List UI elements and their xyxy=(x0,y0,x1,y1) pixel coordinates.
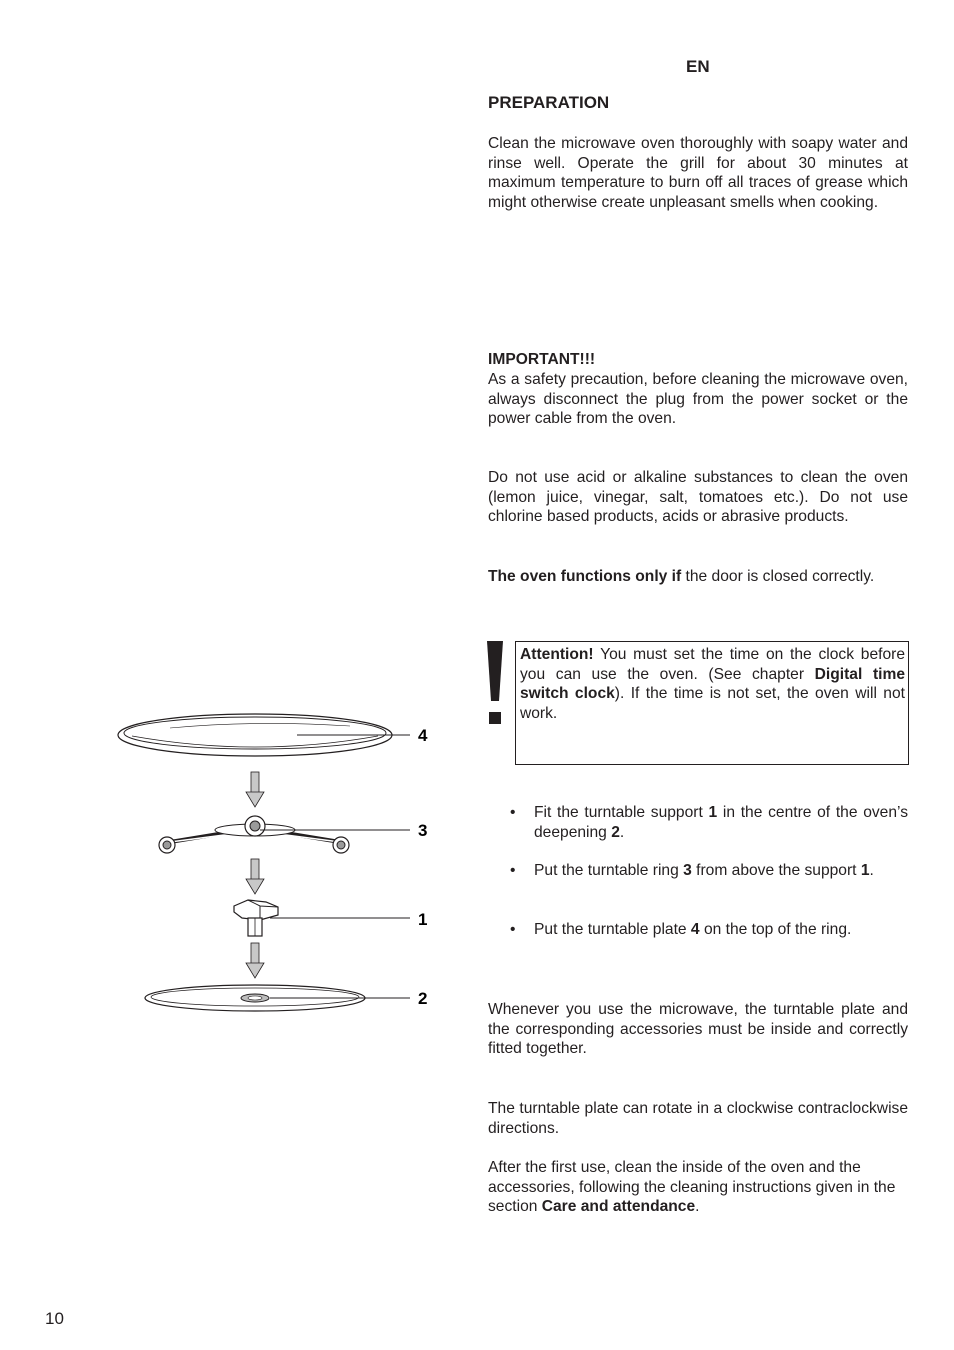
after-first-use-paragraph xyxy=(488,1158,908,1217)
acid-warning-paragraph: Do not use acid or alkaline substances to clean the oven (lemon juice, vinegar, salt, tomatoes etc.). Do not use chlorine based products, acids or abrasive products. xyxy=(488,469,908,526)
important-title: IMPORTANT!!! xyxy=(488,351,596,368)
step-text: Put the turntable ring xyxy=(534,862,684,880)
warning-exclamation-icon xyxy=(484,641,506,725)
step-text: on the top of the ring. xyxy=(699,920,852,938)
callout-label: 2 xyxy=(418,989,428,1008)
arrow-down-icon xyxy=(246,943,264,978)
callout-label: 3 xyxy=(418,821,428,840)
important-paragraph: As a safety precaution, before cleaning the microwave oven, always disconnect the plug from the power socket or the power cable from the oven. xyxy=(488,371,908,428)
attention-text-1: You must set the time on the clock before you can use the oven. (See chapter xyxy=(520,646,905,683)
door-text: the door is closed correctly. xyxy=(681,568,875,585)
arrow-down-icon xyxy=(246,772,264,807)
bullet-icon: • xyxy=(510,920,516,938)
step-text: from above the support xyxy=(691,862,861,880)
list-item xyxy=(510,920,908,940)
care-section-reference: Care and attendance xyxy=(541,1198,696,1216)
callout-label: 4 xyxy=(418,726,428,745)
turntable-inside-paragraph: Whenever you use the microwave, the turntable plate and the corresponding accessories must be inside and correctly fitted together. xyxy=(488,1001,908,1058)
turntable-assembly-figure xyxy=(110,700,450,1030)
arrow-down-icon xyxy=(246,859,264,894)
list-item xyxy=(510,803,908,842)
rotation-paragraph: The turntable plate can rotate in a clockwise contraclockwise directions. xyxy=(488,1100,908,1137)
step-text: in the centre of the oven’s deepening xyxy=(534,804,909,841)
callout-label: 1 xyxy=(418,910,428,929)
turntable-ring-icon xyxy=(159,816,349,853)
preparation-paragraph: Clean the microwave oven thoroughly with soapy water and rinse well. Operate the grill for about 30 minutes at maximum temperature to burn off all traces of grease which might otherwise create unpleasant smells when cooking. xyxy=(488,135,908,211)
attention-chapter: Digital time switch clock xyxy=(520,665,906,703)
section-title: PREPARATION xyxy=(488,93,610,112)
page-number: 10 xyxy=(45,1309,64,1328)
list-item xyxy=(510,861,908,881)
step-text: Fit the turntable support xyxy=(534,804,709,821)
step-text: Put the turntable plate xyxy=(534,920,691,938)
step-number: 1 xyxy=(860,862,870,880)
bullet-icon: • xyxy=(510,862,516,880)
step-text: . xyxy=(869,862,874,880)
bullet-icon: • xyxy=(510,804,516,821)
step-number: 3 xyxy=(683,862,692,880)
attention-text xyxy=(520,645,905,723)
step-text: . xyxy=(619,823,625,841)
door-bold-text: The oven functions only if xyxy=(488,568,682,585)
step-number: 1 xyxy=(708,804,718,821)
after-first-use-end: . xyxy=(695,1198,700,1216)
door-paragraph xyxy=(488,567,908,587)
step-number: 4 xyxy=(690,920,700,938)
assembly-steps xyxy=(510,803,908,939)
attention-box xyxy=(515,641,909,765)
after-first-use-text: After the first use, clean the inside of the oven and the accessories, following the cleaning instructions given in the section xyxy=(488,1159,896,1216)
step-number: 2 xyxy=(611,823,620,841)
attention-text-2: ). If the time is not set, the oven will not work. xyxy=(520,685,905,722)
attention-label: Attention! xyxy=(520,646,594,663)
language-code: EN xyxy=(686,57,710,76)
